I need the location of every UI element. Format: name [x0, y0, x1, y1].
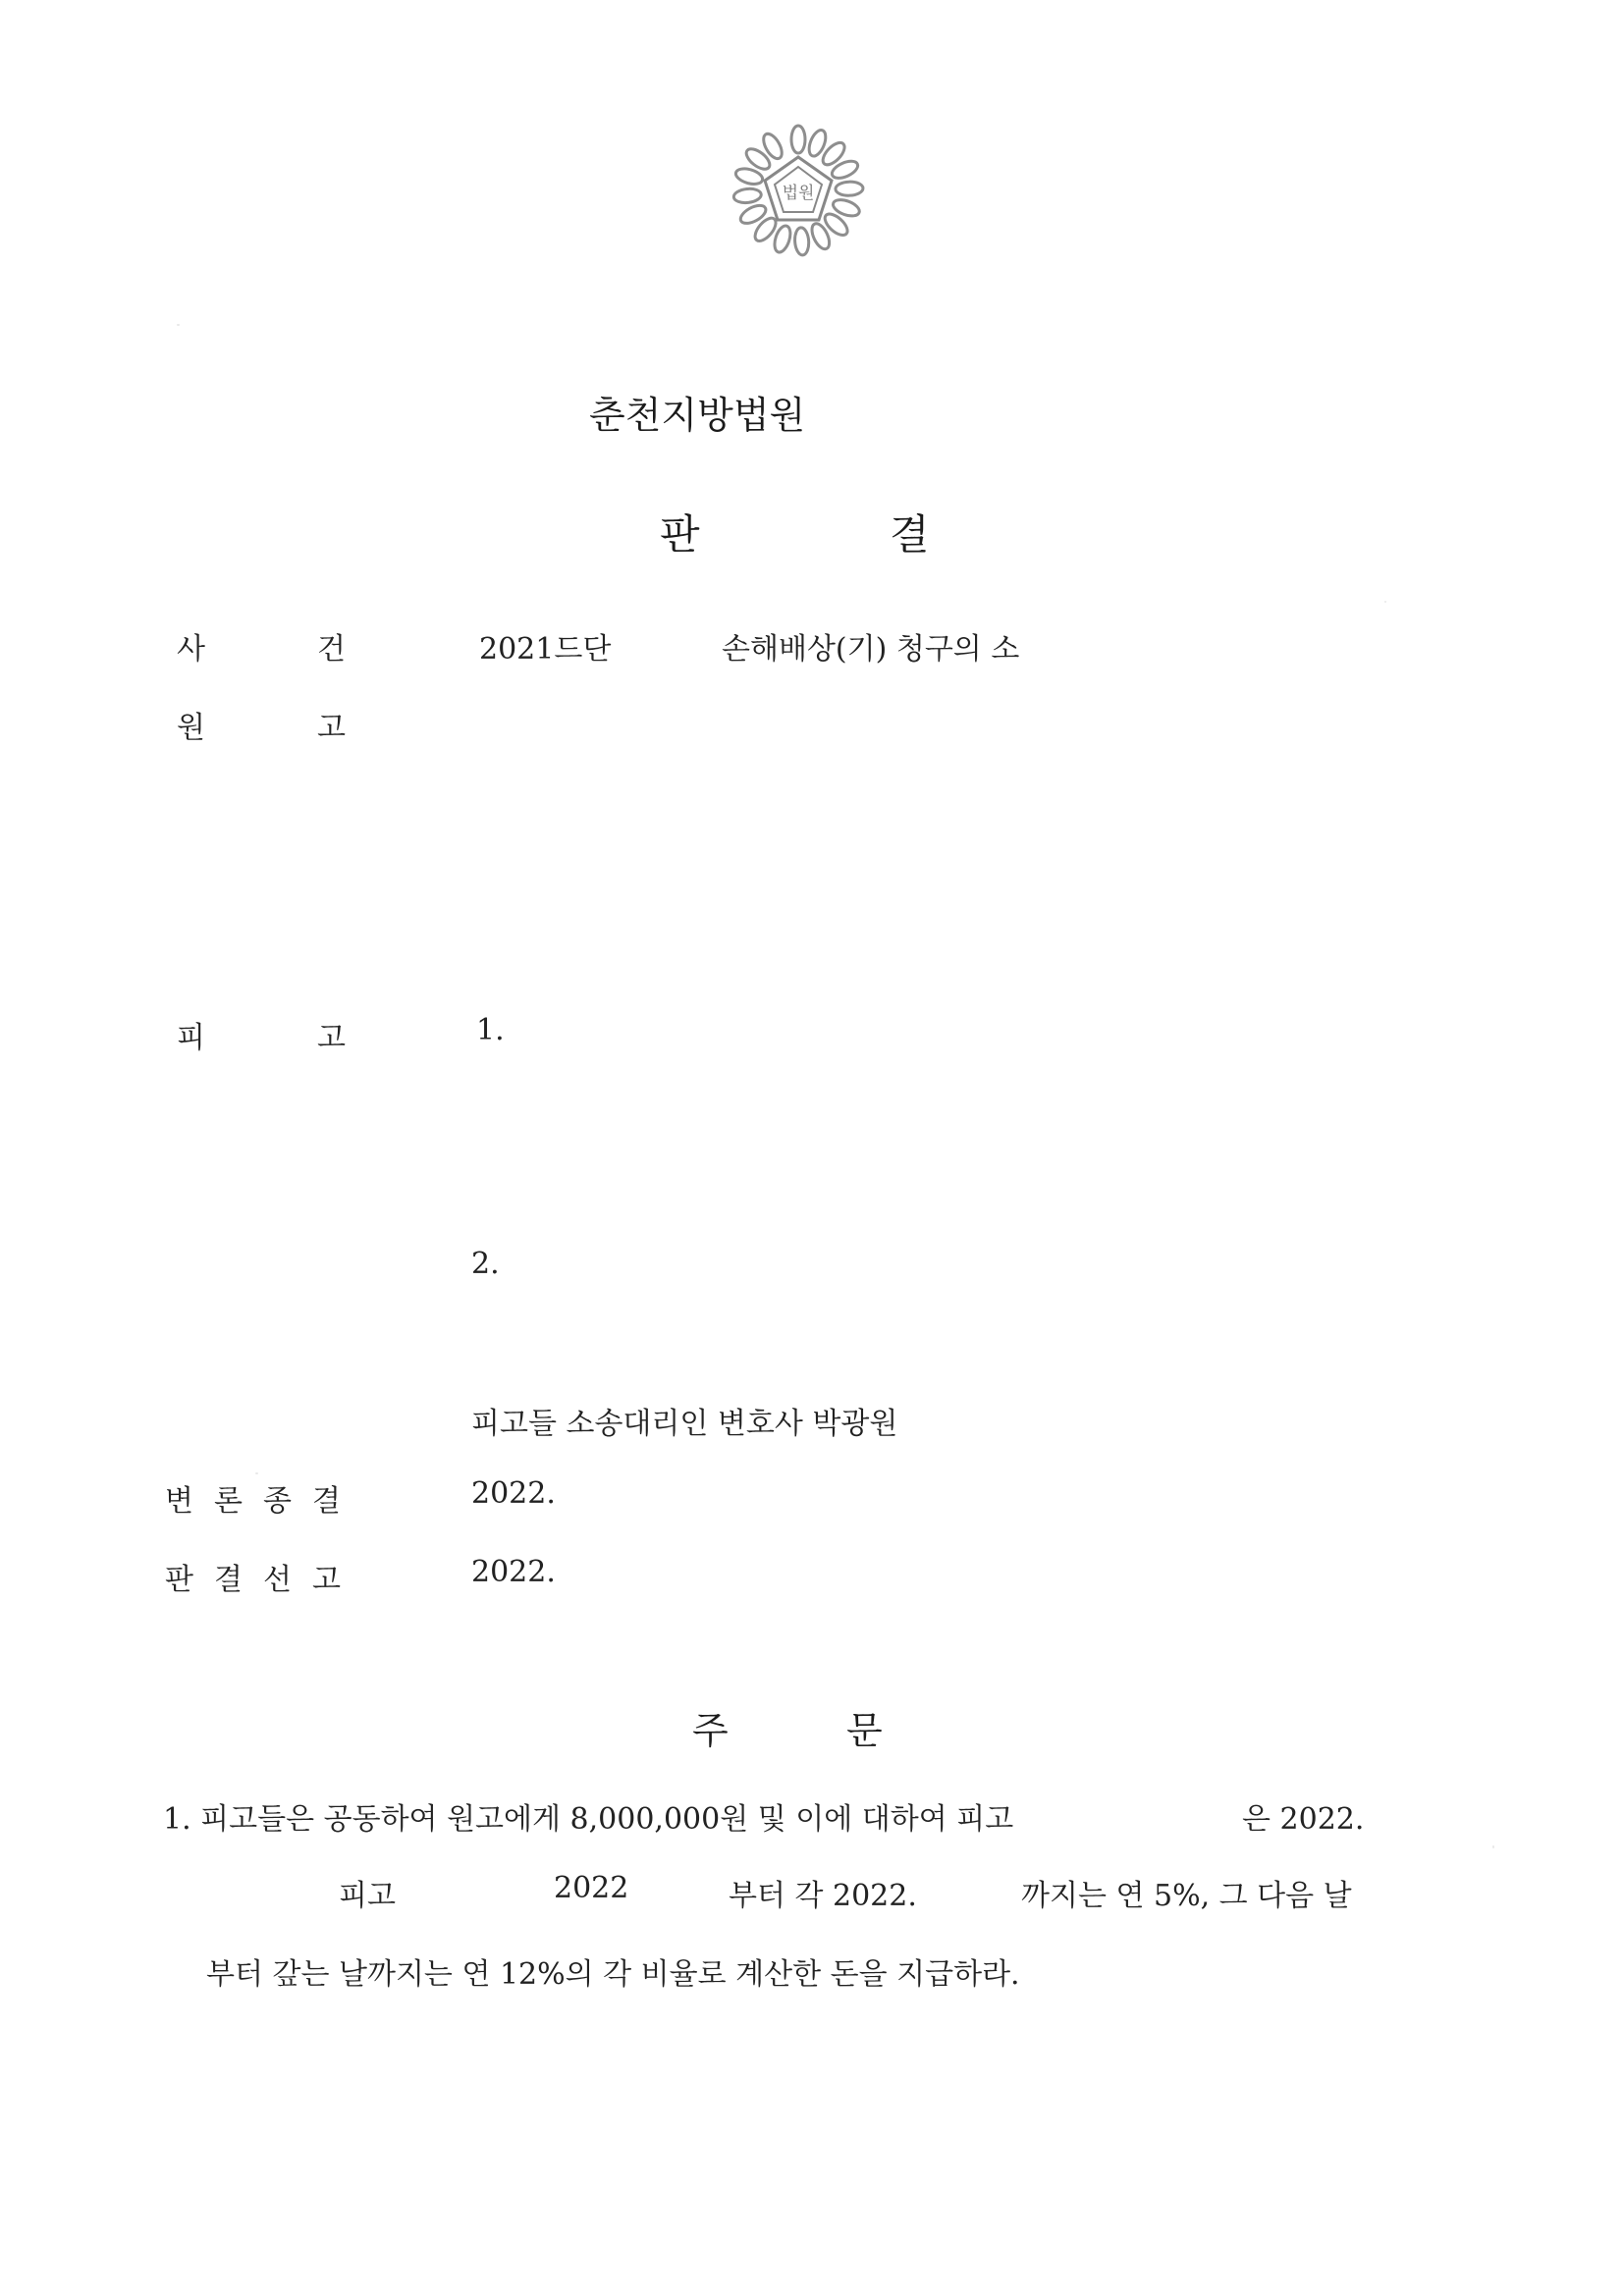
hearing-end-label-4: 결 — [312, 1484, 341, 1519]
plaintiff-label-2: 고 — [317, 711, 346, 745]
scan-noise — [1384, 601, 1386, 603]
document-title-right: 결 — [890, 510, 930, 559]
case-label-1: 사 — [177, 632, 205, 667]
order-heading-right: 문 — [846, 1709, 883, 1752]
court-name: 춘천지방법원 — [589, 394, 806, 437]
hearing-end-label-1: 변 — [165, 1484, 193, 1519]
defendant-attorney: 피고들 소송대리인 변호사 박광원 — [471, 1407, 898, 1441]
order-line-2d: 까지는 연 5%, 그 다음 날 — [1021, 1879, 1352, 1913]
judgment-date-label-2: 결 — [214, 1563, 243, 1597]
order-line-3: 부터 갚는 날까지는 연 12%의 각 비율로 계산한 돈을 지급하라. — [206, 1957, 1020, 1992]
scan-noise — [255, 1472, 258, 1474]
hearing-end-label-3: 종 — [263, 1484, 292, 1519]
order-line-1b: 은 2022. — [1242, 1802, 1365, 1837]
scan-noise — [1492, 1845, 1494, 1848]
emblem-text: 법원 — [782, 184, 815, 203]
defendant-item-1: 1. — [476, 1013, 505, 1047]
order-line-1a: 1. 피고들은 공동하여 원고에게 8,000,000원 및 이에 대하여 피고 — [163, 1802, 1014, 1837]
order-line-2c: 부터 각 2022. — [729, 1879, 917, 1913]
order-line-2a: 피고 — [339, 1879, 396, 1913]
court-emblem-icon — [720, 116, 877, 261]
hearing-end-date: 2022. — [471, 1476, 556, 1511]
judgment-date: 2022. — [471, 1555, 556, 1589]
judgment-date-label-1: 판 — [165, 1563, 193, 1597]
case-label-2: 건 — [317, 632, 346, 667]
hearing-end-label-2: 론 — [214, 1484, 243, 1519]
document-title-left: 판 — [660, 510, 700, 559]
defendant-item-2: 2. — [471, 1247, 500, 1281]
scan-noise — [177, 324, 180, 326]
case-name: 손해배상(기) 청구의 소 — [722, 632, 1020, 667]
judgment-date-label-4: 고 — [312, 1563, 341, 1597]
order-heading-left: 주 — [692, 1709, 729, 1752]
defendant-label-1: 피 — [177, 1021, 205, 1055]
judgment-date-label-3: 선 — [263, 1563, 292, 1597]
plaintiff-label-1: 원 — [177, 711, 205, 745]
order-line-2b: 2022 — [554, 1871, 629, 1905]
defendant-label-2: 고 — [317, 1021, 346, 1055]
case-number: 2021드단 — [479, 632, 612, 667]
